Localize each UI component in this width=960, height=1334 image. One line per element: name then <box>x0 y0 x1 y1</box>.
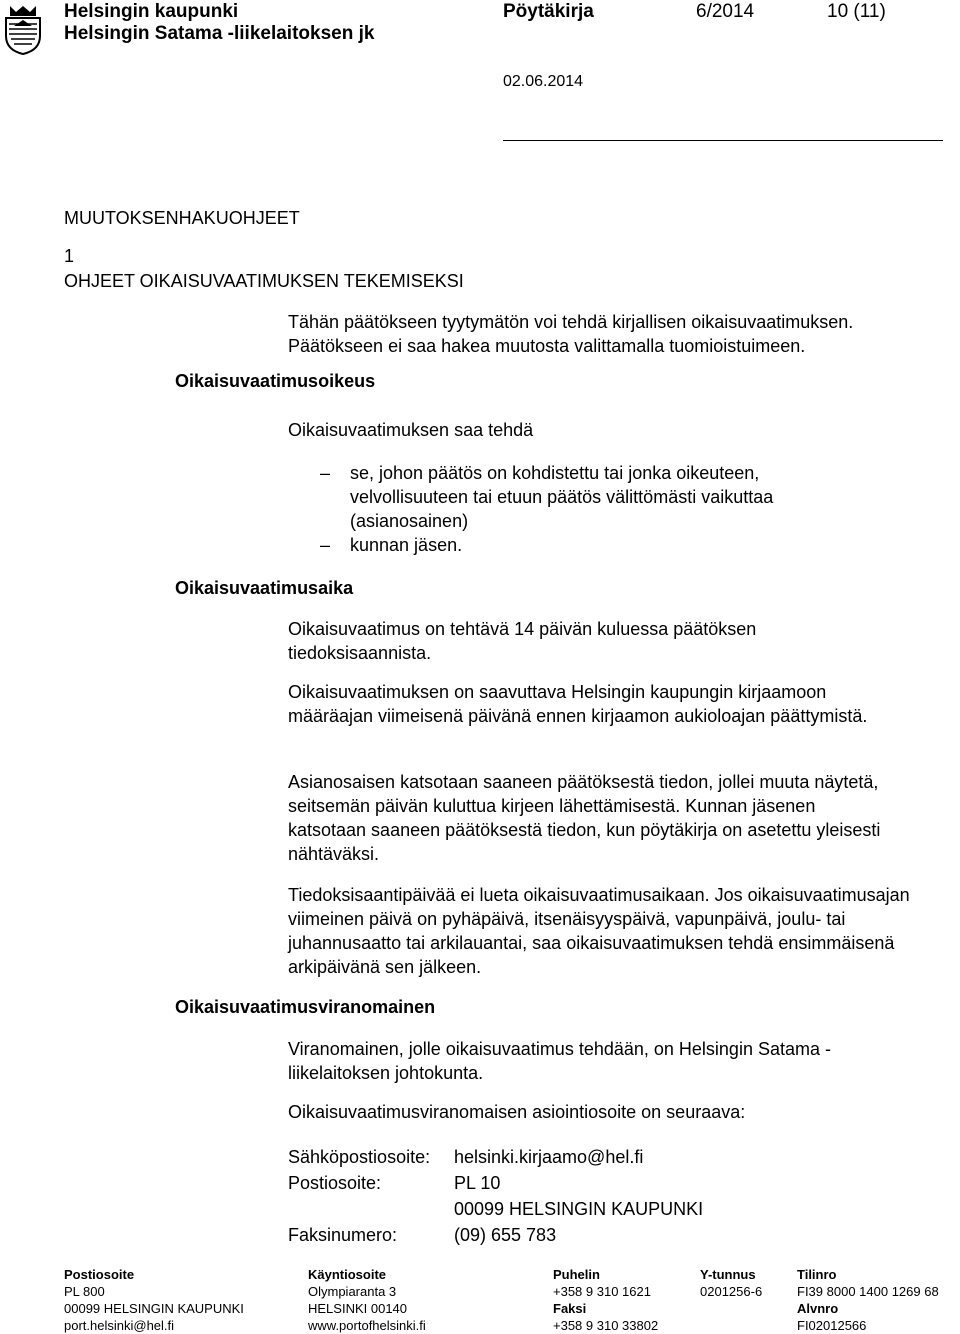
footer-phone-value: +358 9 310 1621 <box>553 1284 651 1299</box>
viranomainen-paragraph-2: Oikaisuvaatimusviranomaisen asiointiosoite on seuraava: <box>288 1102 746 1122</box>
header-date: 02.06.2014 <box>503 73 584 90</box>
footer-ytunnus-heading: Y-tunnus <box>700 1267 756 1282</box>
footer-visit-line-3: www.portofhelsinki.fi <box>308 1318 426 1333</box>
fax-label: Faksinumero: <box>288 1225 398 1245</box>
list-item <box>288 533 878 557</box>
header-doc-type: Pöytäkirja <box>503 1 594 22</box>
footer-phone-heading: Puhelin <box>553 1267 600 1282</box>
intro-text <box>288 310 948 358</box>
footer-fax-value: +358 9 310 33802 <box>553 1318 659 1333</box>
footer-ytunnus <box>700 1266 762 1300</box>
email-value: helsinki.kirjaamo@hel.fi <box>454 1147 644 1167</box>
intro-line-2: Päätökseen ei saa hakea muutosta valittamalla tuomioistuimeen. <box>288 336 806 356</box>
heading-oikaisuvaatimusviranomainen: Oikaisuvaatimusviranomainen <box>175 997 436 1017</box>
aika-paragraph-3: Asianosaisen katsotaan saaneen päätöksestä tiedon, jollei muuta näytetä, seitsemän päivän kuluttua kirjeen lähettämisestä. Kunnan jäsenen katsotaan saaneen päätöksestä tiedon, kun pöytäkirja on asetettu yleisesti nähtäväksi. <box>288 772 881 864</box>
fax-row <box>288 1222 928 1248</box>
intro-line-1: Tähän päätökseen tyytymätön voi tehdä kirjallisen oikaisuvaatimuksen. <box>288 312 854 332</box>
aika-paragraph-2: Oikaisuvaatimuksen on saavuttava Helsingin kaupungin kirjaamoon määräajan viimeisenä päivänä ennen kirjaamon aukioloajan päättymistä. <box>288 682 868 726</box>
aika-paragraph-1: Oikaisuvaatimus on tehtävä 14 päivän kuluessa päätöksen tiedoksisaannista. <box>288 619 757 663</box>
footer-visit-line-2: HELSINKI 00140 <box>308 1301 408 1316</box>
oikeus-list <box>288 461 878 557</box>
viranomainen-paragraph-1: Viranomainen, jolle oikaisuvaatimus tehdään, on Helsingin Satama - liikelaitoksen johtokunta. <box>288 1039 831 1083</box>
email-label: Sähköpostiosoite: <box>288 1147 431 1167</box>
section-subtitle: OHJEET OIKAISUVAATIMUKSEN TEKEMISEKSI <box>64 271 464 291</box>
section-title: MUUTOKSENHAKUOHJEET <box>64 208 300 228</box>
footer-tilinro-value: FI39 8000 1400 1269 68 <box>797 1284 939 1299</box>
footer-visit <box>308 1266 426 1334</box>
footer-account <box>797 1266 939 1334</box>
header-org: Helsingin kaupunki <box>64 1 239 22</box>
footer-ytunnus-value: 0201256-6 <box>700 1284 763 1299</box>
footer-postal-line-2: 00099 HELSINGIN KAUPUNKI <box>64 1301 244 1316</box>
contact-block <box>288 1144 928 1248</box>
footer-postal-line-3: port.helsinki@hel.fi <box>64 1318 175 1333</box>
heading-oikaisuvaatimusoikeus: Oikaisuvaatimusoikeus <box>175 371 376 391</box>
post-row <box>288 1170 928 1196</box>
list-item-text: se, johon päätös on kohdistettu tai jonka oikeuteen, velvollisuuteen tai etuun päätös välittömästi vaikuttaa (asianosainen) <box>350 463 774 531</box>
footer-alvnro-heading: Alvnro <box>797 1301 839 1316</box>
header-page: 10 (11) <box>827 1 886 22</box>
header-divider <box>503 140 943 141</box>
oikeus-lead: Oikaisuvaatimuksen saa tehdä <box>288 420 534 440</box>
helsinki-crest-icon <box>2 2 44 56</box>
footer-visit-heading: Käyntiosoite <box>308 1267 387 1282</box>
footer-postal-heading: Postiosoite <box>64 1267 135 1282</box>
footer-tilinro-heading: Tilinro <box>797 1267 837 1282</box>
email-row <box>288 1144 928 1170</box>
post-row-2 <box>288 1196 928 1222</box>
aika-paragraph-4: Tiedoksisaantipäivää ei lueta oikaisuvaatimusaikaan. Jos oikaisuvaatimusajan viimeinen päivä on pyhäpäivä, itsenäisyyspäivä, vapunpäivä, joulu- tai juhannusaatto tai arkilauantai, saa oikaisuvaatimuksen tehdä ensimmäisenä arkipäivänä sen jälkeen. <box>288 885 910 977</box>
post-line-1: PL 10 <box>454 1173 501 1193</box>
post-label: Postiosoite: <box>288 1173 382 1193</box>
section-number: 1 <box>64 246 75 266</box>
post-line-2: 00099 HELSINGIN KAUPUNKI <box>454 1199 704 1219</box>
footer-postal-line-1: PL 800 <box>64 1284 105 1299</box>
fax-value: (09) 655 783 <box>454 1225 557 1245</box>
footer-alvnro-value: FI02012566 <box>797 1318 867 1333</box>
footer-phone <box>553 1266 658 1334</box>
footer-fax-heading: Faksi <box>553 1301 587 1316</box>
heading-oikaisuvaatimusaika: Oikaisuvaatimusaika <box>175 578 354 598</box>
footer-postal <box>64 1266 244 1334</box>
dash-bullet: – <box>320 535 331 555</box>
list-item <box>288 461 878 533</box>
footer-visit-line-1: Olympiaranta 3 <box>308 1284 397 1299</box>
header-unit: Helsingin Satama -liikelaitoksen jk <box>64 23 375 44</box>
dash-bullet: – <box>320 463 331 483</box>
list-item-text: kunnan jäsen. <box>350 535 463 555</box>
header-number: 6/2014 <box>696 1 755 22</box>
